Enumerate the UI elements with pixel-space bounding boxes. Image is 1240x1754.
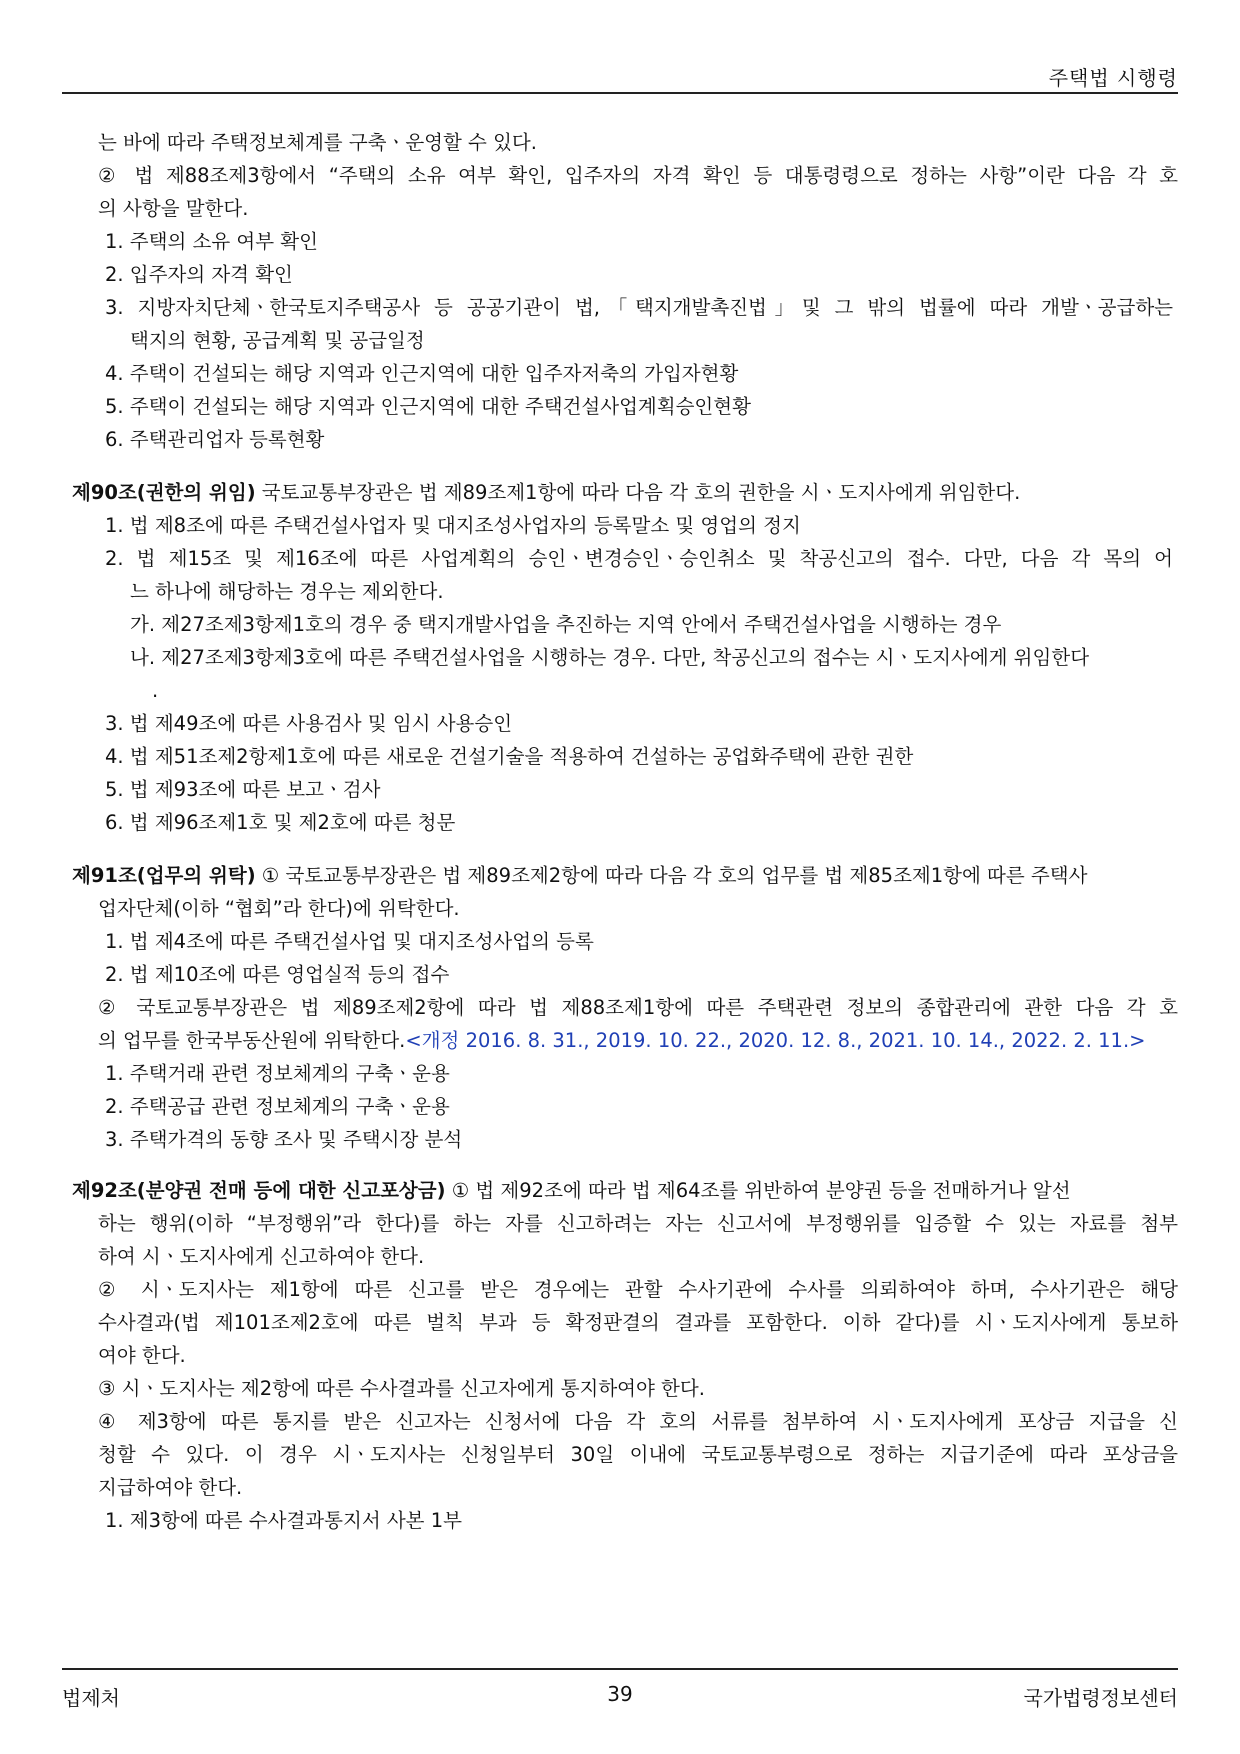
body-line: 의 사항을 말한다. — [98, 197, 249, 220]
list-item: 1. 법 제8조에 따른 주택건설사업자 및 대지조성사업자의 등록말소 및 영업의 정지 — [105, 514, 801, 537]
page-footer — [62, 1682, 1178, 1712]
list-item: 5. 법 제93조에 따른 보고ㆍ검사 — [105, 778, 381, 801]
article-title: 제92조(분양권 전매 등에 대한 신고포상금) — [72, 1179, 446, 1202]
list-item: 1. 주택의 소유 여부 확인 — [105, 230, 318, 253]
body-line: 하여 시ㆍ도지사에게 신고하여야 한다. — [98, 1245, 425, 1268]
article-intro: 국토교통부장관은 법 제89조제1항에 따라 다음 각 호의 권한을 시ㆍ도지사에게 위임한다. — [255, 481, 1021, 504]
sub-item: 나. 제27조제3항제3호에 따른 주택건설사업을 시행하는 경우. 다만, 착공신고의 접수는 시ㆍ도지사에게 위임한다 — [130, 646, 1090, 669]
footer-publisher: 법제처 — [62, 1686, 120, 1710]
list-item: 2. 법 제15조 및 제16조에 따른 사업계획의 승인ㆍ변경승인ㆍ승인취소 및 착공신고의 접수. 다만, 다음 각 목의 어 — [105, 547, 1173, 570]
article-intro: ① 국토교통부장관은 법 제89조제2항에 따라 다음 각 호의 업무를 법 제85조제1항에 따른 주택사 — [255, 864, 1088, 887]
list-item: 1. 제3항에 따른 수사결과통지서 사본 1부 — [105, 1509, 462, 1532]
list-item: 2. 법 제10조에 따른 영업실적 등의 접수 — [105, 963, 450, 986]
header-title: 주택법 시행령 — [1048, 66, 1178, 90]
footer-source: 국가법령정보센터 — [1023, 1686, 1178, 1710]
paragraph-line: ③ 시ㆍ도지사는 제2항에 따른 수사결과를 신고자에게 통지하여야 한다. — [98, 1377, 705, 1400]
list-item: 2. 입주자의 자격 확인 — [105, 263, 293, 286]
amendment-note: <개정 2016. 8. 31., 2019. 10. 22., 2020. 12. 8., 2021. 10. 14., 2022. 2. 11.> — [405, 1029, 1146, 1052]
list-item: 3. 법 제49조에 따른 사용검사 및 임시 사용승인 — [105, 712, 513, 735]
list-item: 6. 주택관리업자 등록현황 — [105, 428, 325, 451]
footer-rule — [62, 1668, 1178, 1670]
article-91-heading — [0, 859, 1240, 892]
body-line: 는 바에 따라 주택정보체계를 구축ㆍ운영할 수 있다. — [98, 131, 537, 154]
paragraph-line: 지급하여야 한다. — [98, 1476, 243, 1499]
body-line: 하는 행위(이하 “부정행위”라 한다)를 하는 자를 신고하려는 자는 신고서에 부정행위를 입증할 수 있는 자료를 첨부 — [98, 1212, 1178, 1235]
document-body — [0, 126, 1240, 1537]
list-item: 1. 주택거래 관련 정보체계의 구축ㆍ운용 — [105, 1062, 450, 1085]
list-item: 3. 지방자치단체ㆍ한국토지주택공사 등 공공기관이 법,「택지개발촉진법」및 그 밖의 법률에 따라 개발ㆍ공급하는 — [105, 296, 1173, 319]
page-number: 39 — [607, 1682, 633, 1706]
list-item-cont: 느 하나에 해당하는 경우는 제외한다. — [130, 580, 444, 603]
sub-item-cont: . — [152, 679, 159, 702]
list-item: 6. 법 제96조제1호 및 제2호에 따른 청문 — [105, 811, 456, 834]
article-title: 제91조(업무의 위탁) — [72, 864, 256, 887]
list-item: 2. 주택공급 관련 정보체계의 구축ㆍ운용 — [105, 1095, 450, 1118]
body-line: ② 법 제88조제3항에서 “주택의 소유 여부 확인, 입주자의 자격 확인 등 대통령령으로 정하는 사항”이란 다음 각 호 — [98, 164, 1178, 187]
paragraph-line: 청할 수 있다. 이 경우 시ㆍ도지사는 신청일부터 30일 이내에 국토교통부령으로 정하는 지급기준에 따라 포상금을 — [98, 1443, 1178, 1466]
article-92-heading — [0, 1174, 1240, 1207]
article-intro: ① 법 제92조에 따라 법 제64조를 위반하여 분양권 등을 전매하거나 알선 — [445, 1179, 1071, 1202]
paragraph-line: 의 업무를 한국부동산원에 위탁한다.<개정 2016. 8. 31., 2019. 10. 22., 2020. 12. 8., 2021. 10. 14., 2022. 2. 11.> — [98, 1029, 1146, 1052]
body-line: 업자단체(이하 “협회”라 한다)에 위탁한다. — [98, 897, 460, 920]
paragraph-line: ② 시ㆍ도지사는 제1항에 따른 신고를 받은 경우에는 관할 수사기관에 수사를 의뢰하여야 하며, 수사기관은 해당 — [98, 1278, 1178, 1301]
paragraph-line: ④ 제3항에 따른 통지를 받은 신고자는 신청서에 다음 각 호의 서류를 첨부하여 시ㆍ도지사에게 포상금 지급을 신 — [98, 1410, 1178, 1433]
list-item: 4. 법 제51조제2항제1호에 따른 새로운 건설기술을 적용하여 건설하는 공업화주택에 관한 권한 — [105, 745, 914, 768]
paragraph-line: 수사결과(법 제101조제2호에 따른 벌칙 부과 등 확정판결의 결과를 포함한다. 이하 같다)를 시ㆍ도지사에게 통보하 — [98, 1311, 1178, 1334]
header-rule — [62, 92, 1178, 94]
sub-item: 가. 제27조제3항제1호의 경우 중 택지개발사업을 추진하는 지역 안에서 주택건설사업을 시행하는 경우 — [130, 613, 1002, 636]
list-item: 1. 법 제4조에 따른 주택건설사업 및 대지조성사업의 등록 — [105, 930, 594, 953]
list-item: 3. 주택가격의 동향 조사 및 주택시장 분석 — [105, 1128, 463, 1151]
paragraph-line: 여야 한다. — [98, 1344, 186, 1367]
list-item: 5. 주택이 건설되는 해당 지역과 인근지역에 대한 주택건설사업계획승인현황 — [105, 395, 751, 418]
list-item: 4. 주택이 건설되는 해당 지역과 인근지역에 대한 입주자저축의 가입자현황 — [105, 362, 739, 385]
list-item-cont: 택지의 현황, 공급계획 및 공급일정 — [130, 329, 425, 352]
paragraph-line: ② 국토교통부장관은 법 제89조제2항에 따라 법 제88조제1항에 따른 주택관련 정보의 종합관리에 관한 다음 각 호 — [98, 996, 1178, 1019]
article-title: 제90조(권한의 위임) — [72, 481, 256, 504]
article-90-heading — [0, 476, 1240, 509]
